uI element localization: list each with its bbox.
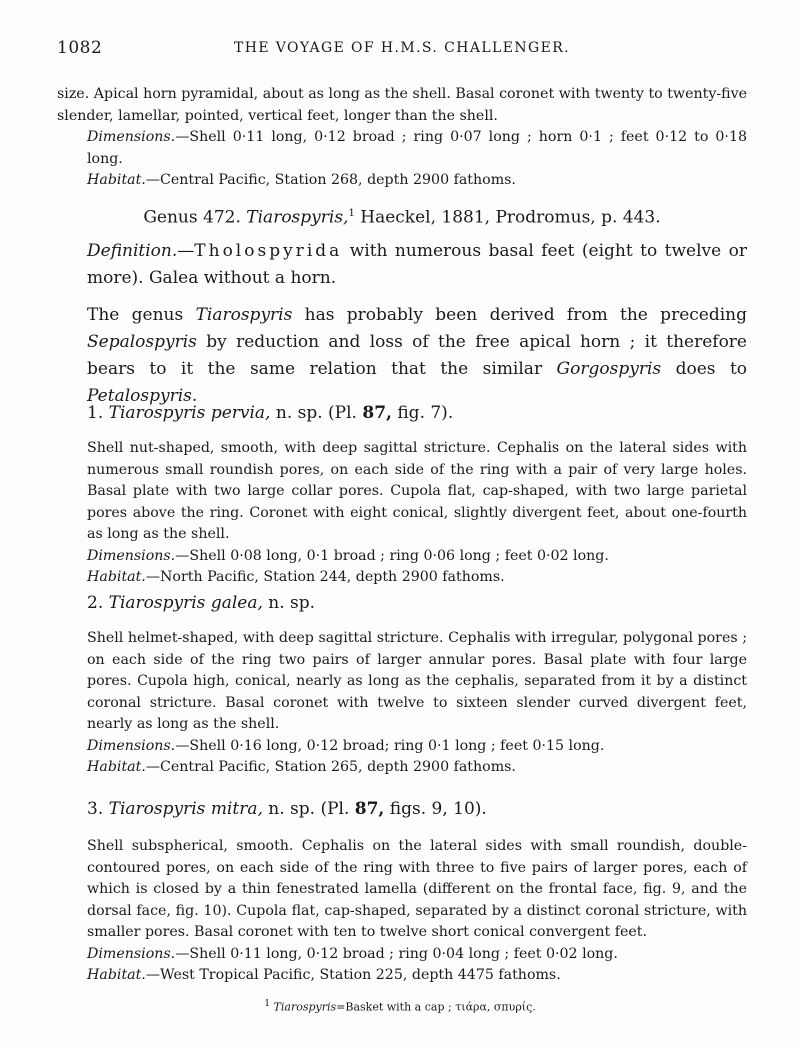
species-1-heading: 1. Tiarospyris pervia, n. sp. (Pl. 87, fig. 7). (87, 403, 454, 423)
species-3-habitat: Habitat.—West Tropical Pacific, Station 225, depth 4475 fathoms. (87, 967, 561, 983)
running-header (57, 38, 747, 62)
species-1-dimensions: Dimensions.—Shell 0·08 long, 0·1 broad ; ring 0·06 long ; feet 0·02 long. (87, 547, 609, 564)
species-3-body (57, 836, 747, 987)
species-2-habitat: Habitat.—Central Pacific, Station 265, depth 2900 fathoms. (87, 759, 516, 775)
species-3-heading: 3. Tiarospyris mitra, n. sp. (Pl. 87, figs. 9, 10). (87, 799, 487, 819)
species-2-heading: 2. Tiarospyris galea, n. sp. (87, 593, 316, 613)
page-number: 1082 (57, 38, 103, 58)
species-3-dimensions: Dimensions.—Shell 0·11 long, 0·12 broad ; ring 0·04 long ; feet 0·02 long. (87, 945, 618, 962)
species-2-dimensions: Dimensions.—Shell 0·16 long, 0·12 broad; ring 0·1 long ; feet 0·15 long. (87, 737, 605, 754)
genus-heading: Genus 472. Tiarospyris,$^1$ Haeckel, 1881, Prodromus, p. 443. (143, 207, 661, 228)
previous-species-continuation (57, 84, 747, 192)
species-2-description: Shell helmet-shaped, with deep sagittal stricture. Cephalis with irregular, polygonal pores ; on each side of the ring two pairs of larger annular pores. Basal plate with four large pores. Cupola high, conical, nearly as long as the cephalis, separated from it by a distinct coronal stricture. Basal coronet with twelve to sixteen slender curved divergent feet, nearly as long as the shell. (87, 630, 747, 732)
previous-dimensions: Dimensions.—Shell 0·11 long, 0·12 broad ; ring 0·07 long ; horn 0·1 ; feet 0·12 to 0·18 long. (87, 129, 747, 167)
footnote: $^1$ Tiarospyris=Basket with a cap ; τιάρα, σπυρίς. (264, 998, 536, 1014)
species-1-description: Shell nut-shaped, smooth, with deep sagittal stricture. Cephalis on the lateral sides with numerous small roundish pores, on each side of the ring with a pair of very large holes. Basal plate with two large collar pores. Cupola flat, cap-shaped, with two large parietal pores above the ring. Coronet with eight conical, slightly divergent feet, about one-fourth as long as the shell. (87, 440, 747, 542)
genus-definition: Definition.—Tholospyrida with numerous basal feet (eight to twelve or more). Galea without a horn. (87, 241, 747, 288)
previous-description: size. Apical horn pyramidal, about as long as the shell. Basal coronet with twenty to twenty-five slender, lamellar, pointed, vertical feet, longer than the shell. (57, 86, 747, 124)
running-title: THE VOYAGE OF H.M.S. CHALLENGER. (233, 40, 571, 56)
previous-habitat: Habitat.—Central Pacific, Station 268, depth 2900 fathoms. (87, 172, 516, 188)
species-3-description: Shell subspherical, smooth. Cephalis on the lateral sides with small roundish, double-contoured pores, on each side of the ring with three to five pairs of larger pores, each of which is closed by a thin fenestrated lamella (different on the frontal face, fig. 9, and the dorsal face, fig. 10). Cupola flat, cap-shaped, separated by a distinct coronal stricture, with smaller pores. Basal coronet with ten to twelve short conical convergent feet. (87, 838, 747, 940)
species-1-habitat: Habitat.—North Pacific, Station 244, depth 2900 fathoms. (87, 569, 505, 585)
species-2-body (57, 628, 747, 779)
genus-intro: The genus Tiarospyris has probably been derived from the preceding Sepalospyris by reduction and loss of the free apical horn ; it therefore bears to it the same relation that the similar Gorgospyris does to Petalospyris. (87, 305, 748, 406)
species-1-body (57, 438, 747, 589)
